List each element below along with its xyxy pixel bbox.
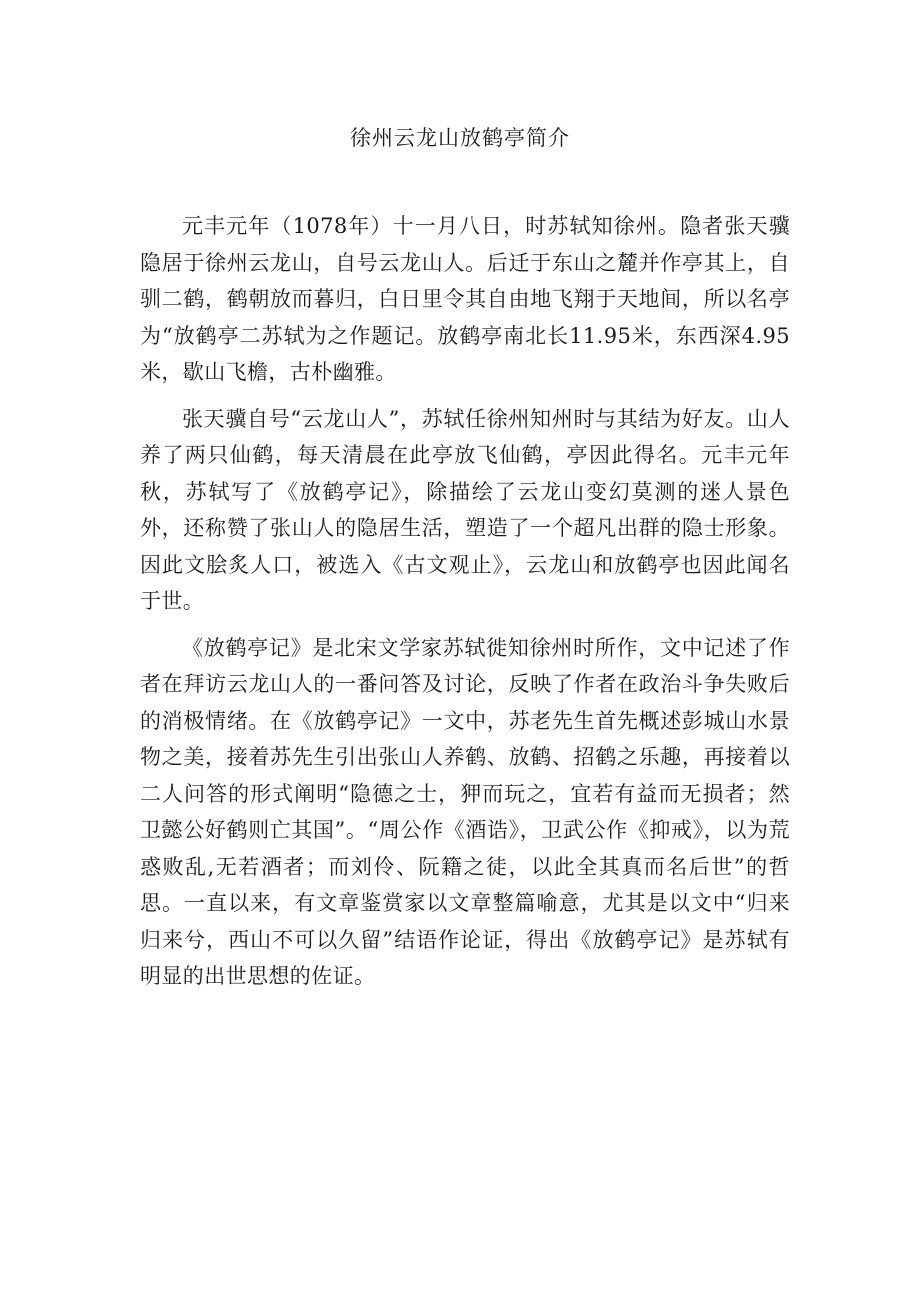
document-title: 徐州云龙山放鹤亭简介 (350, 126, 570, 150)
paragraph-2: 张天骥自号“云龙山人”，苏轼任徐州知州时与其结为好友。山人养了两只仙鹤，每天清晨在此亭放飞仙鹤，亭因此得名。元丰元年秋，苏轼写了《放鹤亭记》，除描绘了云龙山变幻莫测的迷人景色外，还称赞了张山人的隐居生活，塑造了一个超凡出群的隐士形象。因此文脍炙人口，被选入《古文观止》，云龙山和放鹤亭也因此闻名于世。 (140, 406, 790, 613)
paragraph-1: 元丰元年（1078年）十一月八日，时苏轼知徐州。隐者张天骥隐居于徐州云龙山，自号云龙山人。后迁于东山之麓并作亭其上，自驯二鹤，鹤朝放而暮归，白日里令其自由地飞翔于天地间，所以名亭为“放鹤亭二苏轼为之作题记。放鹤亭南北长11.95米，东西深4.95米，歇山飞檐，古朴幽雅。 (140, 214, 790, 384)
document-body (140, 208, 790, 1005)
paragraph-3: 《放鹤亭记》是北宋文学家苏轼徙知徐州时所作，文中记述了作者在拜访云龙山人的一番问答及讨论，反映了作者在政治斗争失败后的消极情绪。在《放鹤亭记》一文中，苏老先生首先概述彭城山水景物之美，接着苏先生引出张山人养鹤、放鹤、招鹤之乐趣，再接着以二人问答的形式阐明“隐德之士，狎而玩之，宜若有益而无损者；然卫懿公好鹤则亡其国”。“周公作《酒诰》，卫武公作《抑戒》，以为荒惑败乱,无若酒者；而刘伶、阮籍之徒，以此全其真而名后世”的哲思。一直以来，有文章鉴赏家以文章整篇喻意，尤其是以文中“归来归来兮，西山不可以久留”结语作论证，得出《放鹤亭记》是苏轼有明显的出世思想的佐证。 (140, 635, 790, 988)
